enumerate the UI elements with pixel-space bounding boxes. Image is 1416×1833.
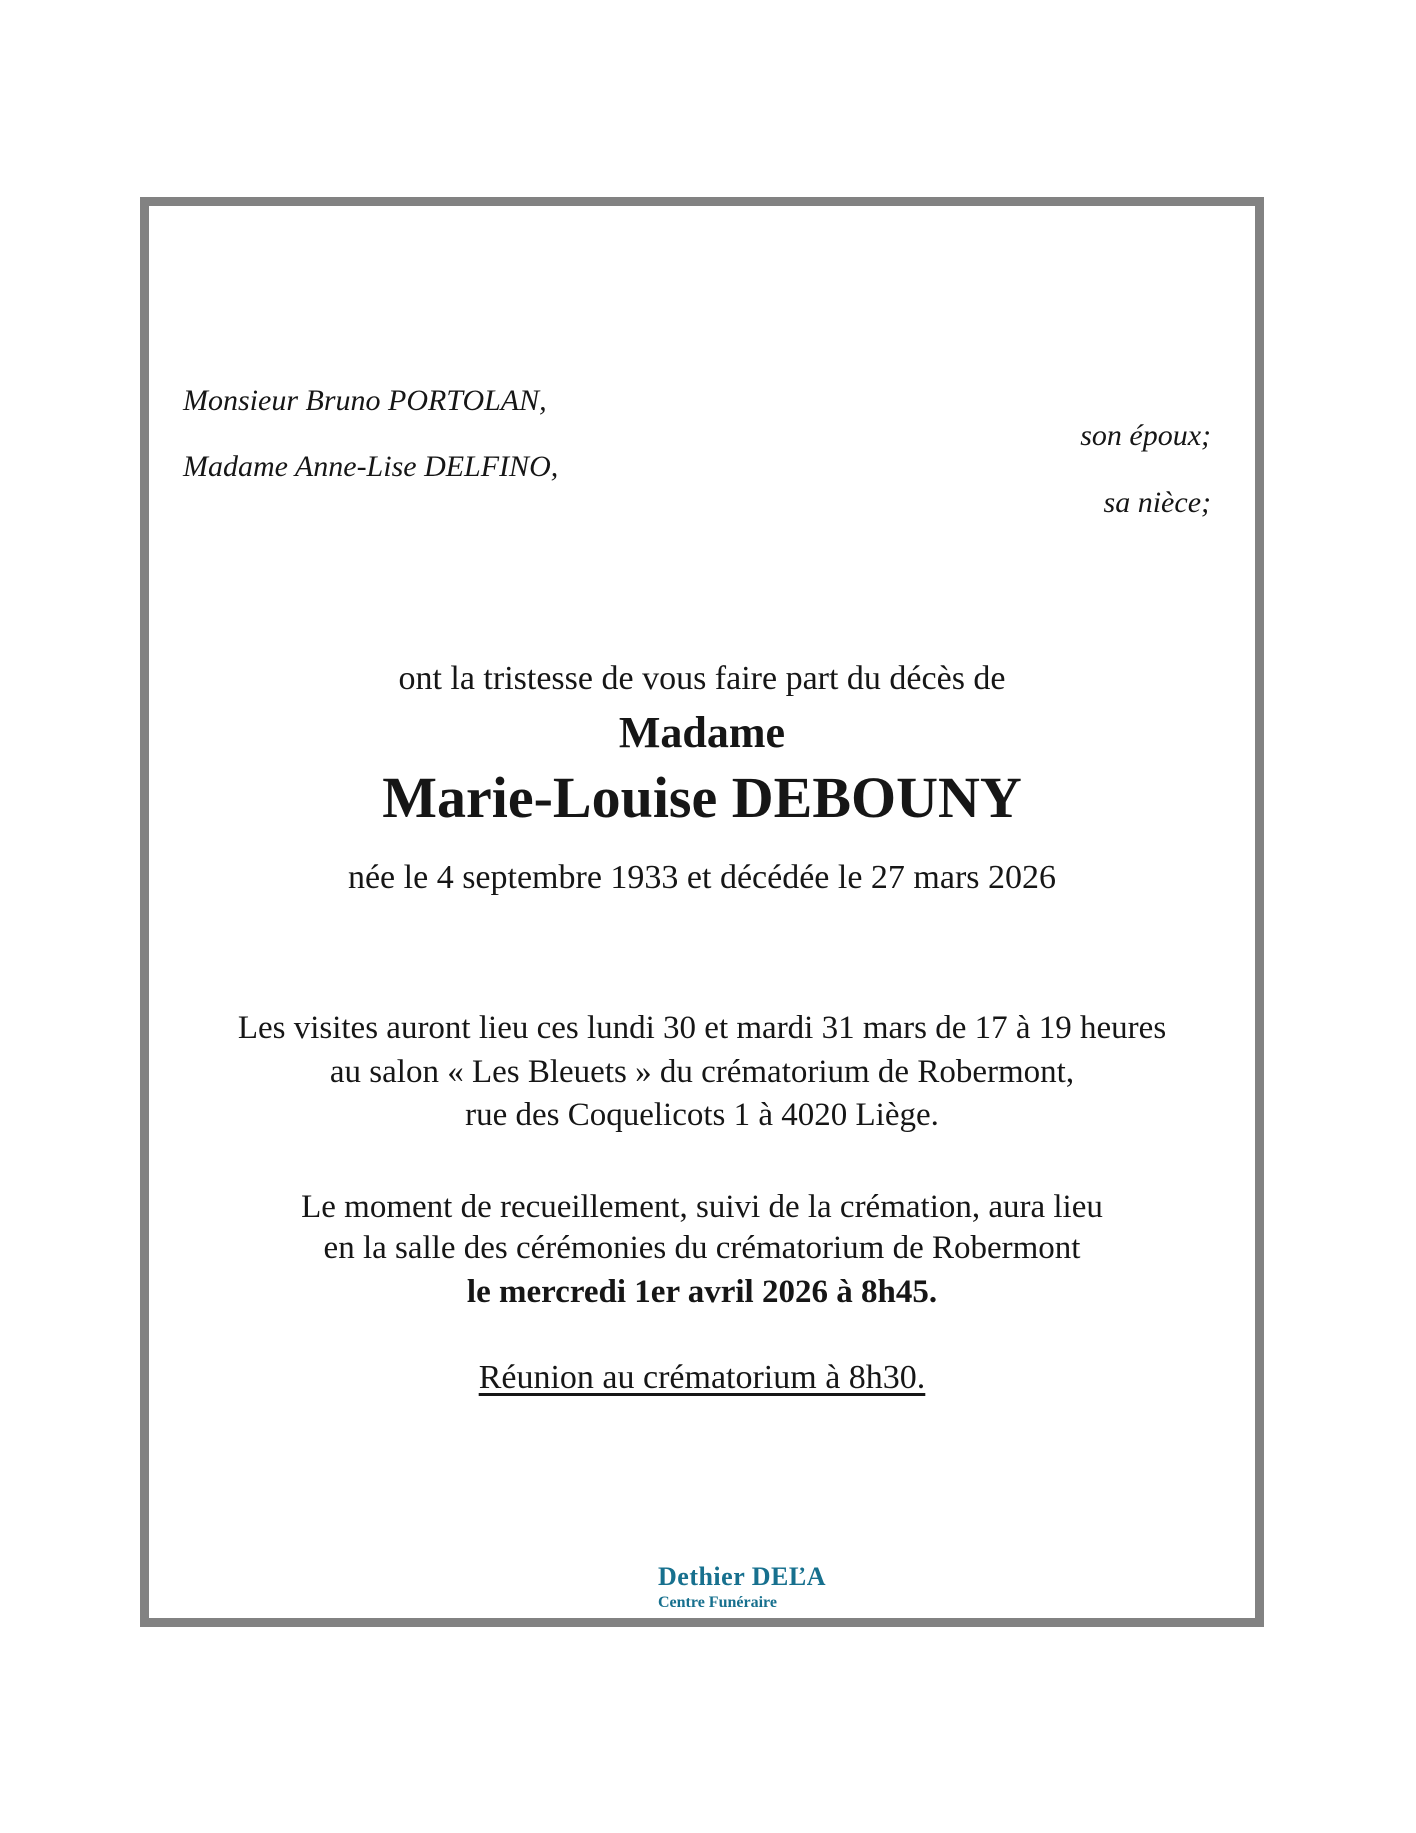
relative-name-niece: Madame Anne-Lise DELFINO, — [183, 450, 559, 483]
deceased-name: Marie-Louise DEBOUNY — [382, 765, 1022, 830]
ceremony-line-1: Le moment de recueillement, suivi de la crémation, aura lieu — [301, 1189, 1103, 1225]
relative-relation-niece: sa nièce; — [1103, 486, 1211, 519]
funeral-home-name: Dethier DEĽA — [658, 1562, 827, 1591]
meeting-line: Réunion au crématorium à 8h30. — [478, 1359, 926, 1396]
ceremony-line-2: en la salle des cérémonies du crématorium de Robermont — [323, 1230, 1081, 1266]
visits-line-3: rue des Coquelicots 1 à 4020 Liège. — [465, 1097, 939, 1133]
funeral-home-logo — [658, 1563, 826, 1612]
ceremony-datetime: le mercredi 1er avril 2026 à 8h45. — [466, 1274, 938, 1310]
birth-death-dates: née le 4 septembre 1933 et décédée le 27 mars 2026 — [347, 859, 1057, 896]
visits-line-1: Les visites auront lieu ces lundi 30 et mardi 31 mars de 17 à 19 heures — [237, 1010, 1167, 1046]
visits-line-2: au salon « Les Bleuets » du crématorium de Robermont, — [329, 1054, 1075, 1090]
announcement-intro: ont la tristesse de vous faire part du décès de — [398, 660, 1006, 697]
deceased-title: Madame — [618, 708, 786, 757]
relative-name-husband: Monsieur Bruno PORTOLAN, — [183, 384, 547, 417]
funeral-home-subtitle: Centre Funéraire — [658, 1594, 777, 1611]
relative-relation-husband: son époux; — [1080, 419, 1211, 452]
